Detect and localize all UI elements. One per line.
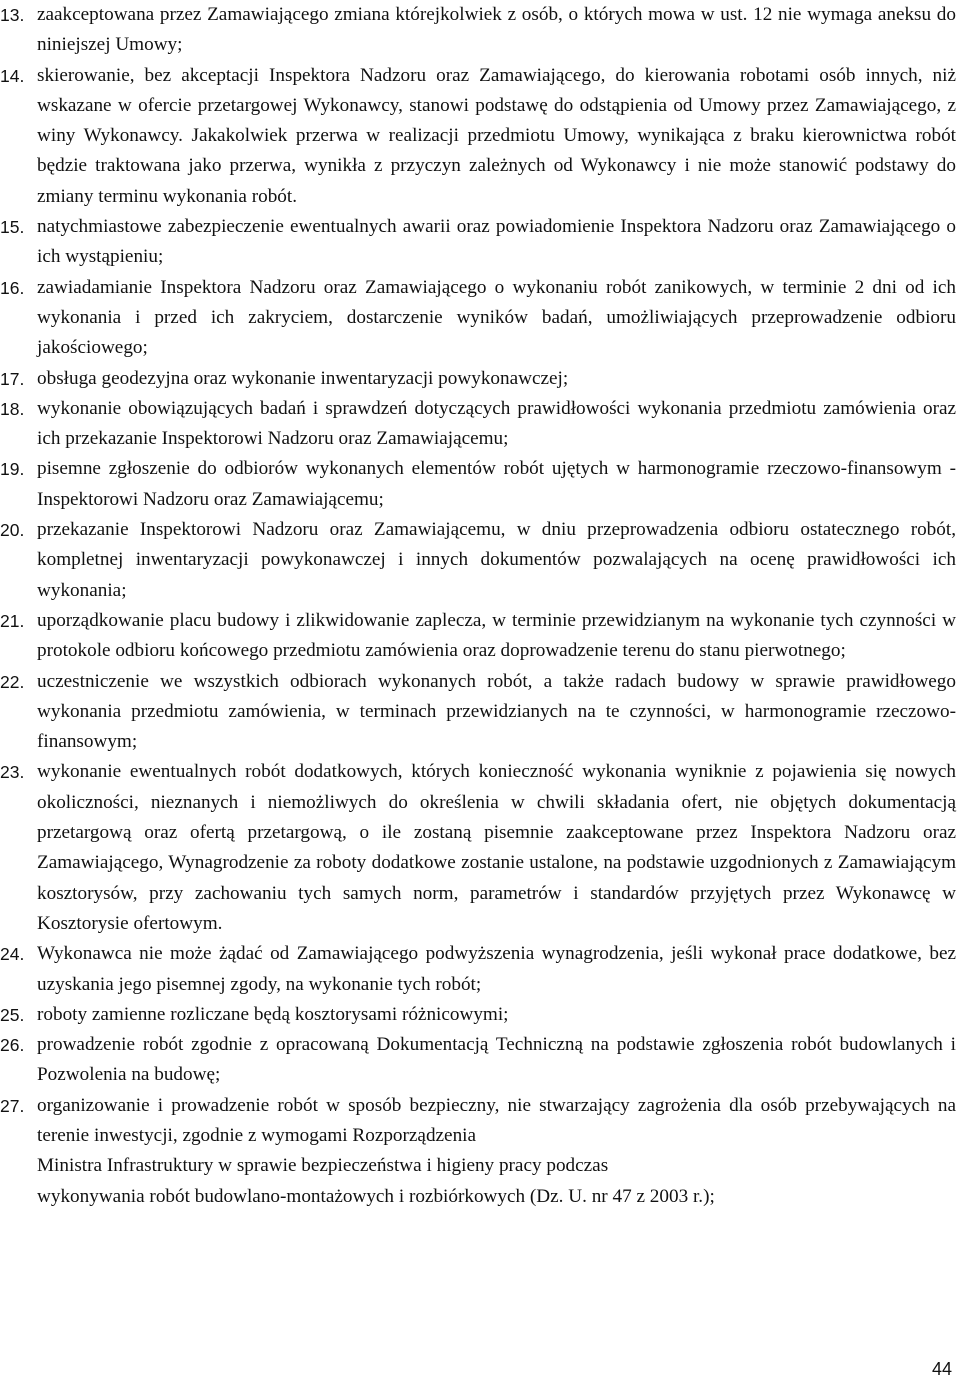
item-text: wykonanie ewentualnych robót dodatkowych, których konieczność wykonania wyniknie z pojawienia się nowych okoliczności, nieznanych i niemożliwych do określenia w chwili składania ofert, nie objętych dokumentacją przetargową oraz ofertą przetargową, o ile zostaną pisemnie zaakceptowane przez Inspektora Nadzoru oraz Zamawiającego, Wynagrodzenie za roboty dodatkowe zostanie ustalone, na podstawie uzgodnionych z Zamawiającym kosztorysów, przy zachowaniu tych samych norm, parametrów i standardów przyjętych przez Wykonawcę w Kosztorysie ofertowym. xyxy=(37,761,956,934)
page-number: 44 xyxy=(931,1359,952,1379)
item-number: 14. xyxy=(0,65,25,86)
list-item xyxy=(0,606,956,667)
list-item xyxy=(0,939,956,1000)
list-item xyxy=(0,1091,956,1212)
list-item xyxy=(0,757,956,939)
item-text-line: organizowanie i prowadzenie robót w sposób bezpieczny, nie stwarzający zagrożenia dla osób przebywających na terenie inwestycji, zgodnie z wymogami Rozporządzenia xyxy=(37,1094,956,1146)
item-number: 21. xyxy=(0,610,25,631)
item-number: 23. xyxy=(0,762,25,783)
item-number: 13. xyxy=(0,5,25,25)
list-item xyxy=(0,515,956,606)
item-number: 19. xyxy=(0,459,25,480)
item-text: zawiadamianie Inspektora Nadzoru oraz Zamawiającego o wykonaniu robót zanikowych, w terminie 2 dni od ich wykonania i przed ich zakryciem, dostarczenie wyników badań, umożliwiających przeprowadzenie odbioru jakościowego; xyxy=(37,276,956,359)
list-item xyxy=(0,454,956,515)
item-text: zaakceptowana przez Zamawiającego zmiana którejkolwiek z osób, o których mowa w ust. 12 nie wymaga aneksu do niniejszej Umowy; xyxy=(37,4,956,56)
item-text: przekazanie Inspektorowi Nadzoru oraz Zamawiającemu, w dniu przeprowadzenia odbioru ostatecznego robót, kompletnej inwentaryzacji powykonawczej i innych dokumentów pozwalających na ocenę prawidłowości ich wykonania; xyxy=(37,519,956,601)
list-item xyxy=(0,0,956,61)
list-item xyxy=(0,394,956,455)
item-text: pisemne zgłoszenie do odbiorów wykonanych elementów robót ujętych w harmonogramie rzeczowo-finansowym - Inspektorowi Nadzoru oraz Zamawiającemu; xyxy=(37,458,956,510)
item-text: Wykonawca nie może żądać od Zamawiającego podwyższenia wynagrodzenia, jeśli wykonał prace dodatkowe, bez uzyskania jego pisemnej zgody, na wykonanie tych robót; xyxy=(37,943,956,995)
item-text: wykonanie obowiązujących badań i sprawdzeń dotyczących prawidłowości wykonania przedmiotu zamówienia oraz ich przekazanie Inspektorowi Nadzoru oraz Zamawiającemu; xyxy=(37,397,956,450)
item-text: obsługa geodezyjna oraz wykonanie inwentaryzacji powykonawczej; xyxy=(37,367,569,389)
item-text-line: Ministra Infrastruktury w sprawie bezpieczeństwa i higieny pracy podczas xyxy=(37,1155,609,1177)
list-item xyxy=(0,1030,956,1091)
item-text: uporządkowanie placu budowy i zlikwidowanie zaplecza, w terminie przewidzianym na wykonanie tych czynności w protokole odbioru końcowego przedmiotu zamówienia oraz doprowadzenie terenu do stanu pierwotnego; xyxy=(37,609,956,662)
item-text: roboty zamienne rozliczane będą kosztorysami różnicowymi; xyxy=(37,1003,509,1025)
item-text: uczestniczenie we wszystkich odbiorach wykonanych robót, a także radach budowy w sprawie prawidłowego wykonania przedmiotu zamówienia, w terminach przewidzianych na te czynności, w harmonogramie rzeczowo-finansowym; xyxy=(37,670,956,753)
item-text: prowadzenie robót zgodnie z opracowaną Dokumentacją Techniczną na podstawie zgłoszenia robót budowlanych i Pozwolenia na budowę; xyxy=(37,1034,956,1086)
item-number: 27. xyxy=(0,1095,25,1116)
item-number: 25. xyxy=(0,1004,25,1025)
list-item xyxy=(0,61,956,212)
list-item xyxy=(0,364,956,394)
list-item xyxy=(0,273,956,364)
item-number: 18. xyxy=(0,398,25,419)
item-text-line: wykonywania robót budowlano-montażowych i rozbiórkowych (Dz. U. nr 47 z 2003 r.); xyxy=(37,1185,715,1207)
list-item xyxy=(0,212,956,273)
item-text: natychmiastowe zabezpieczenie ewentualnych awarii oraz powiadomienie Inspektora Nadzoru oraz Zamawiającego o ich wystąpieniu; xyxy=(37,216,956,268)
list-item xyxy=(0,1000,956,1030)
item-text: skierowanie, bez akceptacji Inspektora Nadzoru oraz Zamawiającego, do kierowania robotami osób innych, niż wskazane w ofercie przetargowej Wykonawcy, stanowi podstawę do odstąpienia od Umowy przez Zamawiającego, z winy Wykonawcy. Jakakolwiek przerwa w realizacji przedmiotu Umowy, wynikająca z braku kierownictwa robót będzie traktowana jako przerwa, wynikła z przyczyn zależnych od Wykonawcy i nie może stanowić podstawy do zmiany terminu wykonania robót. xyxy=(37,64,956,207)
item-number: 17. xyxy=(0,368,25,389)
item-number: 20. xyxy=(0,520,25,541)
item-number: 22. xyxy=(0,671,25,692)
item-number: 26. xyxy=(0,1035,25,1056)
item-number: 24. xyxy=(0,944,25,965)
item-number: 15. xyxy=(0,217,25,238)
list-item xyxy=(0,667,956,758)
item-number: 16. xyxy=(0,277,25,298)
